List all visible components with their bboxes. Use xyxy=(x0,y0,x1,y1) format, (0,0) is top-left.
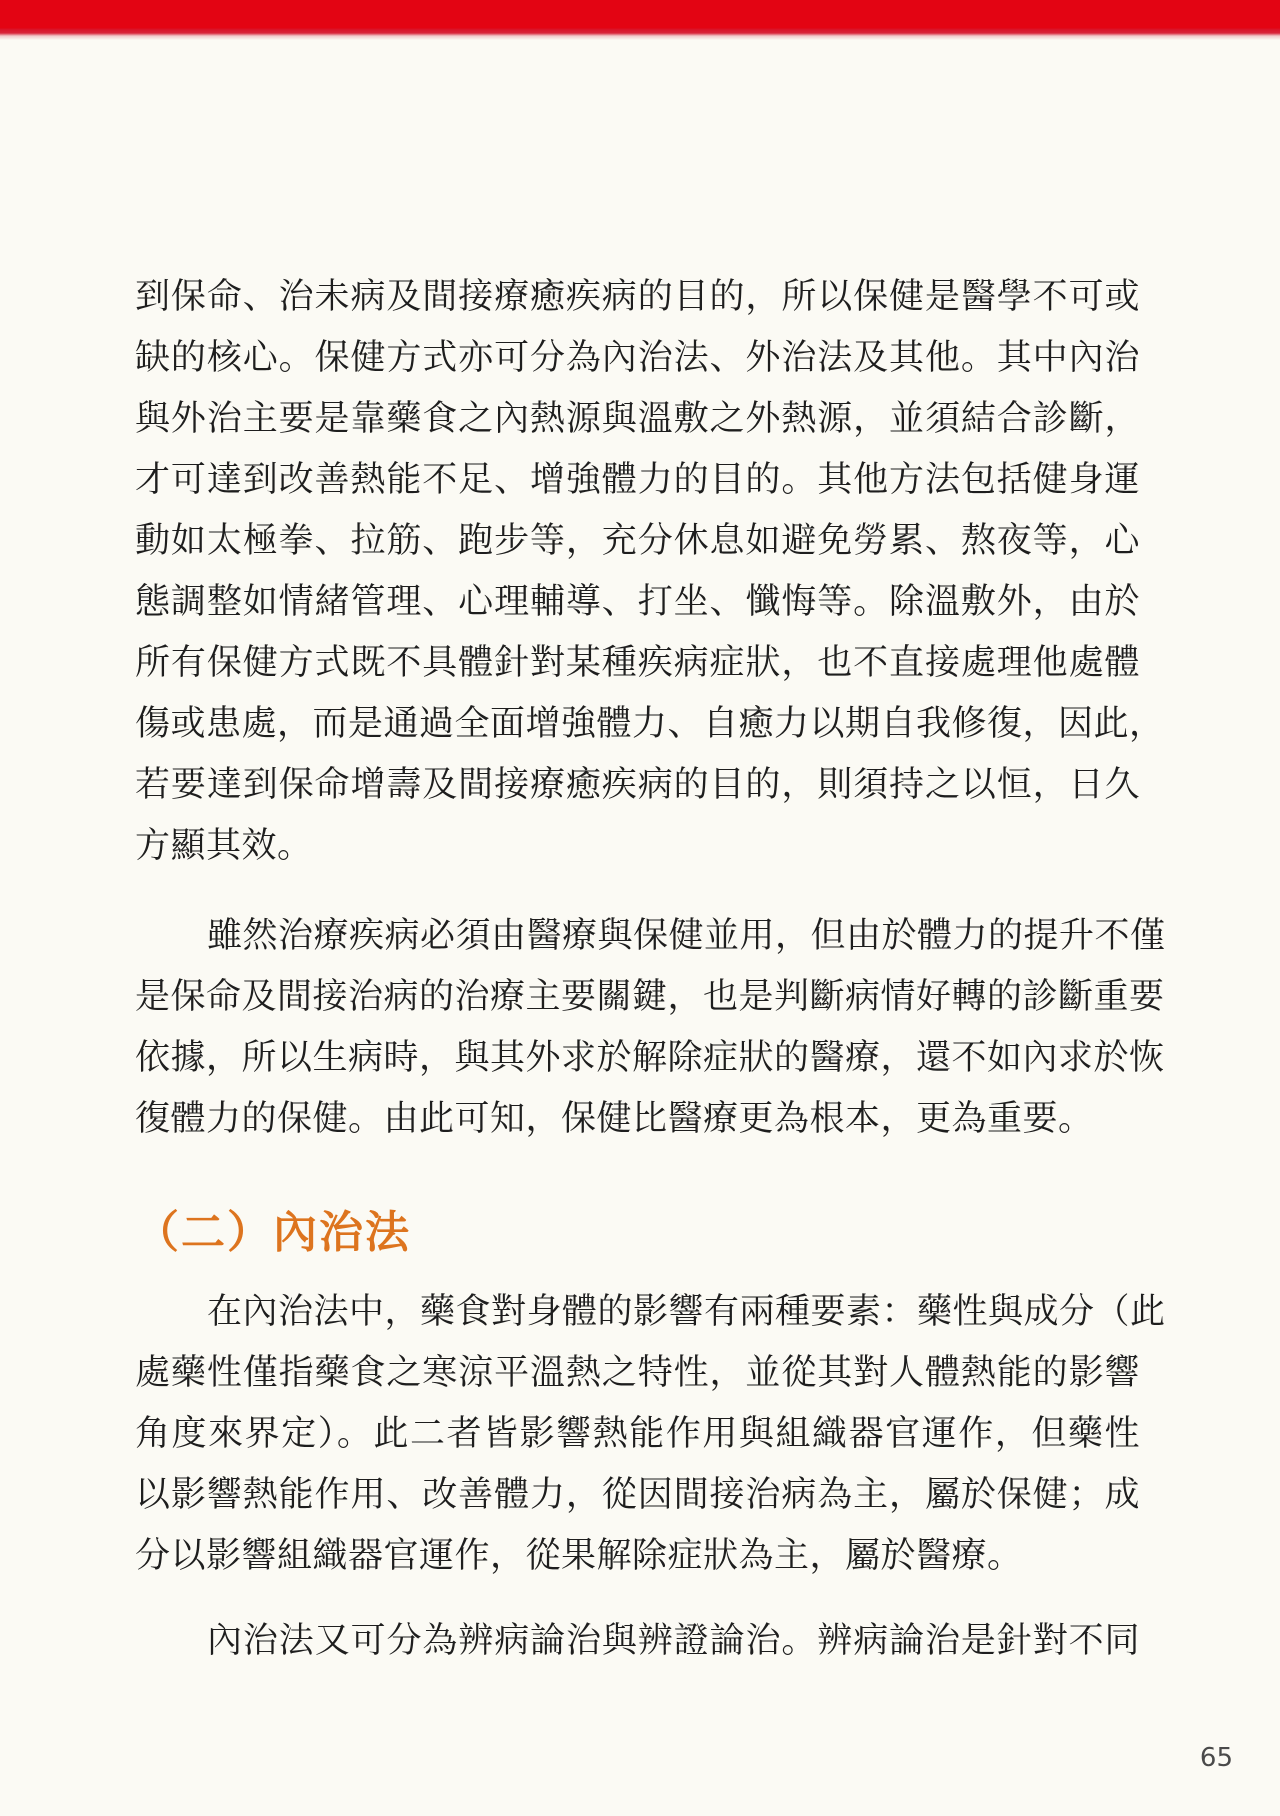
text-line: 以影響熱能作用、改善體力，從因間接治病為主，屬於保健；成 xyxy=(135,1475,1140,1514)
text-line: 處藥性僅指藥食之寒涼平溫熱之特性，並從其對人體熱能的影響 xyxy=(135,1353,1140,1392)
text-line: 雖然治療疾病必須由醫療與保健並用，但由於體力的提升不僅 xyxy=(207,916,1166,955)
text-line: 傷或患處，而是通過全面增強體力、自癒力以期自我修復，因此， xyxy=(135,704,1165,743)
text-line: 若要達到保命增壽及間接療癒疾病的目的，則須持之以恒，日久 xyxy=(135,765,1140,804)
paragraph xyxy=(135,905,1166,1149)
text-line: 才可達到改善熱能不足、增強體力的目的。其他方法包括健身運 xyxy=(135,460,1140,499)
text-line: 依據，所以生病時，與其外求於解除症狀的醫療，還不如內求於恢 xyxy=(135,1038,1165,1077)
text-line: 到保命、治未病及間接療癒疾病的目的，所以保健是醫學不可或 xyxy=(135,277,1140,316)
text-line: 所有保健方式既不具體針對某種疾病症狀，也不直接處理他處體 xyxy=(135,643,1140,682)
section-heading: （二）內治法 xyxy=(135,1208,411,1257)
top-red-bar xyxy=(0,0,1280,40)
text-line: 與外治主要是靠藥食之內熱源與溫敷之外熱源，並須結合診斷， xyxy=(135,399,1140,438)
paragraph xyxy=(135,1610,1140,1671)
text-line: 動如太極拳、拉筋、跑步等，充分休息如避免勞累、熬夜等，心 xyxy=(135,521,1140,560)
page-content xyxy=(0,266,1280,1671)
text-line: 角度來界定）。此二者皆影響熱能作用與組織器官運作，但藥性 xyxy=(135,1414,1140,1453)
page-footer xyxy=(0,1741,1280,1775)
text-line: 在內治法中，藥食對身體的影響有兩種要素：藥性與成分（此 xyxy=(207,1292,1166,1331)
paragraph xyxy=(135,266,1165,876)
text-line: 缺的核心。保健方式亦可分為內治法、外治法及其他。其中內治 xyxy=(135,338,1140,377)
text-line: 復體力的保健。由此可知，保健比醫療更為根本，更為重要。 xyxy=(135,1099,1094,1138)
text-line: 態調整如情緒管理、心理輔導、打坐、懺悔等。除溫敷外，由於 xyxy=(135,582,1140,621)
text-line: 分以影響組織器官運作，從果解除症狀為主，屬於醫療。 xyxy=(135,1536,1023,1575)
text-line: 方顯其效。 xyxy=(135,826,313,865)
paragraph xyxy=(135,1281,1166,1586)
page-number: 65 xyxy=(1199,1743,1233,1773)
text-line: 內治法又可分為辨病論治與辨證論治。辨病論治是針對不同 xyxy=(207,1621,1140,1660)
text-line: 是保命及間接治病的治療主要關鍵，也是判斷病情好轉的診斷重要 xyxy=(135,977,1165,1016)
